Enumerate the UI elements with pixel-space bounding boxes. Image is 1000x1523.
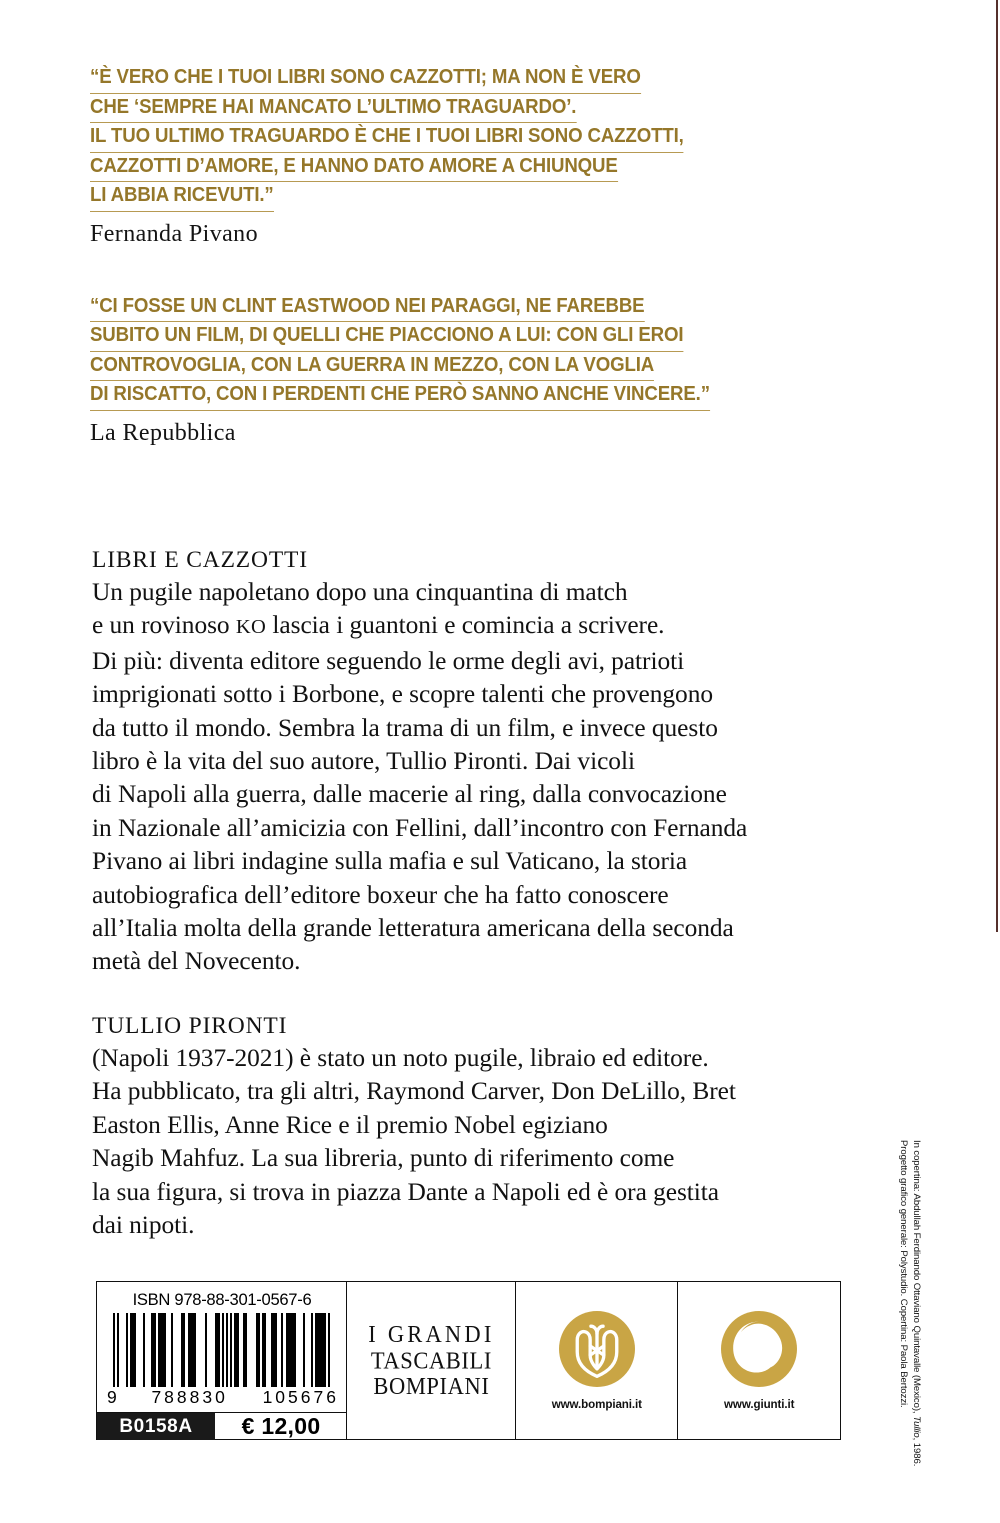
blurb-line: in Nazionale all’amicizia con Fellini, dall’incontro con Fernanda [92, 813, 748, 842]
bio-line: Easton Ellis, Anne Rice e il premio Nobel egiziano [92, 1110, 608, 1139]
ko-smallcaps: KO [235, 616, 267, 639]
blurb-line: Un pugile napoletano dopo una cinquantina di match [92, 578, 628, 606]
ean-digits [97, 1387, 347, 1412]
blurb-line: all’Italia molta della grande letteratura americana della seconda [92, 914, 734, 943]
bio-line: dai nipoti. [92, 1210, 195, 1239]
blurb-line: autobiografica dell’editore boxeur che ha fatto conoscere [92, 880, 669, 909]
giunti-url[interactable]: www.giunti.it [724, 1397, 795, 1411]
bompiani-url[interactable]: www.bompiani.it [551, 1397, 642, 1411]
barcode-bars [113, 1313, 331, 1387]
blurb-block [92, 545, 822, 979]
sku-badge: B0158A [97, 1413, 215, 1440]
credits-line1-after: , 1986. [911, 1437, 922, 1467]
credits-artwork-title: Tullio [911, 1416, 922, 1438]
blurb-line: Pivano ai libri indagine sulla mafia e sul Vaticano, la storia [92, 847, 688, 876]
blurb-line: da tutto il mondo. Sembra la trama di un film, e invece questo [92, 713, 718, 742]
imprint-cell [346, 1281, 516, 1440]
quote-line: IL TUO ULTIMO TRAGUARDO È CHE I TUOI LIBRI SONO CAZZOTTI, [90, 123, 684, 153]
quote-line: CHE ‘SEMPRE HAI MANCATO L’ULTIMO TRAGUARDO’. [90, 94, 576, 124]
quote-attribution: Fernanda Pivano [90, 220, 258, 247]
barcode-image [97, 1310, 347, 1387]
quote-line: CONTROVOGLIA, CON LA GUERRA IN MEZZO, CON LA VOGLIA [90, 352, 654, 382]
quote-attribution: La Repubblica [90, 419, 236, 446]
blurb-line: libro è la vita del suo autore, Tullio Pironti. Dai vicoli [92, 747, 635, 776]
bompiani-logo-cell[interactable] [515, 1281, 679, 1440]
quotes-section [90, 64, 820, 452]
imprint-line-3: BOMPIANI [373, 1372, 490, 1399]
imprint-line-2: TASCABILI [370, 1346, 492, 1373]
quote-block-repubblica [90, 293, 820, 448]
bio-line: Nagib Mahfuz. La sua libreria, punto di riferimento come [92, 1144, 675, 1173]
price-label: € 12,00 [241, 1413, 321, 1439]
author-name-heading: TULLIO PIRONTI [92, 1012, 288, 1039]
quote-line: LI ABBIA RICEVUTI.” [90, 182, 274, 212]
barcode-cell [96, 1281, 348, 1440]
price-row [97, 1412, 347, 1440]
blurb-title: LIBRI E CAZZOTTI [92, 547, 308, 573]
cover-credits [897, 1140, 922, 1467]
quote-line: “CI FOSSE UN CLINT EASTWOOD NEI PARAGGI, NE FAREBBE [90, 293, 644, 323]
blurb-line: imprigionati sotto i Borbone, e scopre talenti che provengono [92, 680, 713, 709]
isbn-text: ISBN 978-88-301-0567-6 [132, 1290, 312, 1309]
credits-line-1 [909, 1140, 922, 1467]
quote-line: DI RISCATTO, CON I PERDENTI CHE PERÒ SANNO ANCHE VINCERE.” [90, 381, 710, 411]
ean-left-group: 788830 [151, 1387, 228, 1407]
blurb-line: di Napoli alla guerra, dalle macerie al ring, dalla convocazione [92, 780, 727, 809]
ean-first-digit: 9 [107, 1387, 117, 1407]
quote-block-pivano [90, 64, 820, 249]
bio-line: (Napoli 1937-2021) è stato un noto pugile, libraio ed editore. [92, 1043, 709, 1072]
credits-line-2: Progetto grafico generale: Polystudio. Copertina: Paola Bertozzi. [898, 1140, 910, 1408]
bompiani-shield-icon [559, 1311, 635, 1387]
bio-line: la sua figura, si trova in piazza Dante a Napoli ed è ora gestita [92, 1177, 720, 1206]
author-bio-block [92, 1011, 822, 1242]
blurb-line: metà del Novecento. [92, 947, 301, 976]
bio-line: Ha pubblicato, tra gli altri, Raymond Carver, Don DeLillo, Bret [92, 1077, 736, 1106]
giunti-spiral-icon [721, 1311, 797, 1387]
spine-fold-line [996, 0, 998, 932]
quote-line: “È VERO CHE I TUOI LIBRI SONO CAZZOTTI; MA NON È VERO [90, 64, 641, 94]
blurb-line: Di più: diventa editore seguendo le orme degli avi, patrioti [92, 646, 685, 675]
bottom-info-bar [96, 1281, 841, 1440]
imprint-logotype [368, 1322, 494, 1400]
quote-line: SUBITO UN FILM, DI QUELLI CHE PIACCIONO A LUI: CON GLI EROI [90, 322, 683, 352]
credits-line1-before: In copertina: Abdullah Ferdinando Ottaviano Quintavalle (Mexico), [911, 1140, 922, 1417]
body-copy-section [92, 545, 822, 1242]
giunti-logo-cell[interactable] [677, 1281, 841, 1440]
blurb-line: e un rovinoso KO lascia i guantoni e comincia a scrivere. [92, 611, 665, 640]
ean-right-group: 105676 [262, 1387, 339, 1407]
quote-line: CAZZOTTI D’AMORE, E HANNO DATO AMORE A CHIUNQUE [90, 153, 618, 183]
imprint-line-1: I GRANDI [368, 1320, 495, 1347]
